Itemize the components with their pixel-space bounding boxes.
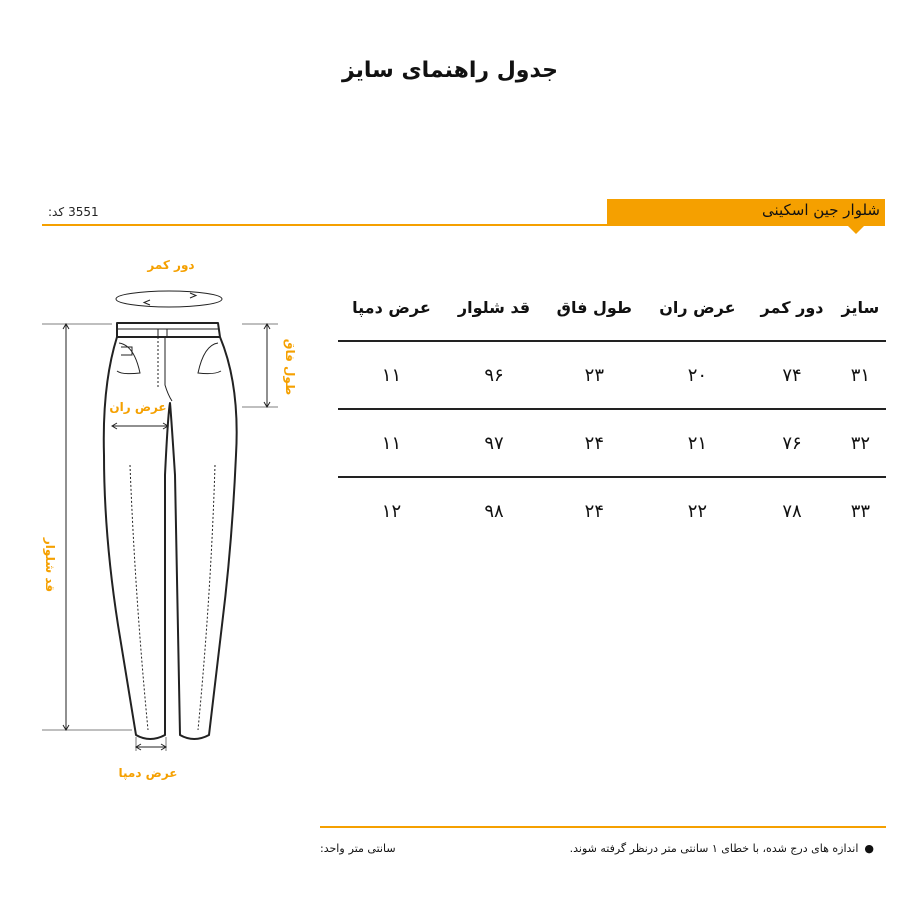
thigh-label: عرض ران	[109, 400, 167, 414]
table-cell: ۳۲	[835, 409, 886, 477]
table-cell: ۷۶	[749, 409, 835, 477]
table-cell: ۲۳	[543, 341, 645, 409]
table-cell: ۱۲	[381, 500, 402, 522]
table-cell: ۲۲	[687, 500, 708, 522]
header-length: قد شلوار	[445, 275, 543, 341]
table-row	[338, 477, 886, 544]
product-code-value: 3551	[68, 205, 99, 219]
table-cell: ۲۴	[543, 409, 645, 477]
table-cell: ۲۴	[584, 500, 604, 522]
product-tab-notch	[848, 226, 864, 234]
unit-label: واحد:	[320, 842, 345, 855]
footer-divider	[320, 826, 886, 828]
jeans-details	[117, 329, 221, 730]
table-cell: ۱۱	[338, 409, 445, 477]
footer-note-text: اندازه های درج شده، با خطای ۱ سانتی متر درنظر گرفته شوند.	[569, 842, 859, 855]
product-code-label: کد:	[48, 205, 65, 219]
header-thigh: عرض ران	[646, 275, 750, 341]
table-cell: ۷۴	[749, 341, 835, 409]
jeans-diagram	[0, 245, 320, 805]
header-waist: دور کمر	[749, 275, 835, 341]
table-cell: ۹۸	[484, 500, 504, 522]
unit-value: سانتی متر	[348, 842, 396, 855]
page-title: جدول راهنمای سایز	[341, 58, 559, 83]
length-label: قد شلوار	[43, 537, 57, 593]
footer-note	[570, 842, 874, 855]
unit-info	[320, 842, 396, 855]
table-row	[338, 341, 886, 409]
header-divider	[42, 224, 885, 226]
hem-label: عرض دمپا	[118, 766, 178, 780]
header-rise: طول فاق	[543, 275, 645, 341]
table-cell: ۱۱	[338, 341, 445, 409]
table-header-row	[338, 275, 886, 341]
table-cell: ۳۳	[850, 500, 871, 522]
table-cell: ۲۱	[646, 409, 750, 477]
table-cell: ۹۷	[445, 409, 543, 477]
jeans-outline	[104, 323, 237, 739]
table-cell: ۹۶	[445, 341, 543, 409]
waist-ellipse	[116, 291, 222, 307]
table-cell: ۷۸	[782, 500, 802, 522]
header-size: سایز	[835, 275, 886, 341]
rise-label: طول فاق	[283, 338, 297, 396]
waist-arrow-right	[190, 293, 196, 298]
bullet-icon: ●	[864, 842, 874, 855]
product-code	[48, 205, 99, 219]
product-name: شلوار جین اسکینی	[761, 201, 880, 219]
size-table	[338, 275, 886, 544]
table-cell: ۲۰	[646, 341, 750, 409]
waist-label: دور کمر	[147, 258, 195, 272]
header-hem: عرض دمپا	[338, 275, 445, 341]
table-cell: ۳۱	[835, 341, 886, 409]
waist-arrow-left	[144, 300, 150, 305]
table-row	[338, 409, 886, 477]
